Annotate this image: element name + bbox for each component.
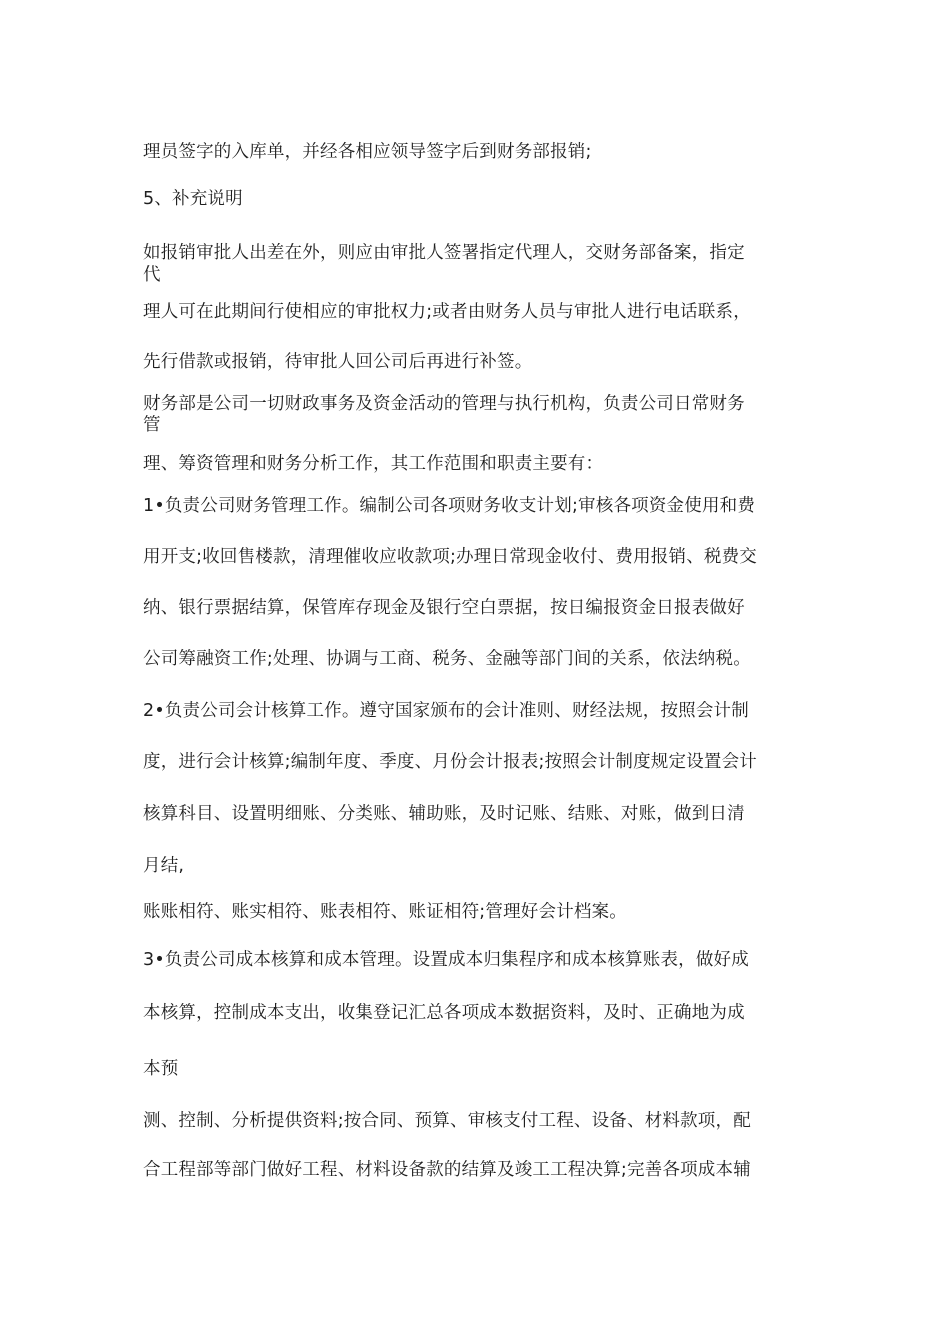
text-line: 理人可在此期间行使相应的审批权力;或者由财务人员与审批人进行电话联系，	[143, 302, 751, 322]
text-line: 账账相符、账实相符、账表相符、账证相符;管理好会计档案。	[143, 902, 627, 922]
numbered-item-1: 1•负责公司财务管理工作。编制公司各项财务收支计划;审核各项资金使用和费	[143, 496, 756, 516]
text-line: 核算科目、设置明细账、分类账、辅助账，及时记账、结账、对账，做到日清	[143, 804, 745, 824]
text-line: 本预	[143, 1059, 179, 1079]
text-line: 先行借款或报销，待审批人回公司后再进行补签。	[143, 352, 533, 372]
text-line: 如报销审批人出差在外，则应由审批人签署指定代理人，交财务部备案，指定	[143, 243, 745, 263]
text-line: 管	[143, 415, 161, 435]
text-line: 代	[143, 265, 161, 285]
numbered-item-2: 2•负责公司会计核算工作。遵守国家颁布的会计准则、财经法规，按照会计制	[143, 701, 749, 721]
text-line: 理、筹资管理和财务分析工作，其工作范围和职责主要有：	[143, 454, 604, 474]
text-line: 度，进行会计核算;编制年度、季度、月份会计报表;按照会计制度规定设置会计	[143, 752, 757, 772]
text-line: 用开支;收回售楼款，清理催收应收款项;办理日常现金收付、费用报销、税费交	[143, 547, 757, 567]
text-line: 财务部是公司一切财政事务及资金活动的管理与执行机构，负责公司日常财务	[143, 394, 745, 414]
text-line: 公司筹融资工作;处理、协调与工商、税务、金融等部门间的关系，依法纳税。	[143, 649, 751, 669]
text-line: 测、控制、分析提供资料;按合同、预算、审核支付工程、设备、材料款项，配	[143, 1111, 751, 1131]
text-line: 合工程部等部门做好工程、材料设备款的结算及竣工工程决算;完善各项成本辅	[143, 1160, 751, 1180]
text-line: 理员签字的入库单，并经各相应领导签字后到财务部报销;	[143, 142, 592, 162]
numbered-item-3: 3•负责公司成本核算和成本管理。设置成本归集程序和成本核算账表，做好成	[143, 950, 749, 970]
text-line: 纳、银行票据结算，保管库存现金及银行空白票据，按日编报资金日报表做好	[143, 598, 745, 618]
text-line: 月结,	[143, 856, 185, 876]
text-line: 本核算，控制成本支出，收集登记汇总各项成本数据资料，及时、正确地为成	[143, 1003, 745, 1023]
section-heading: 5、补充说明	[143, 189, 243, 209]
